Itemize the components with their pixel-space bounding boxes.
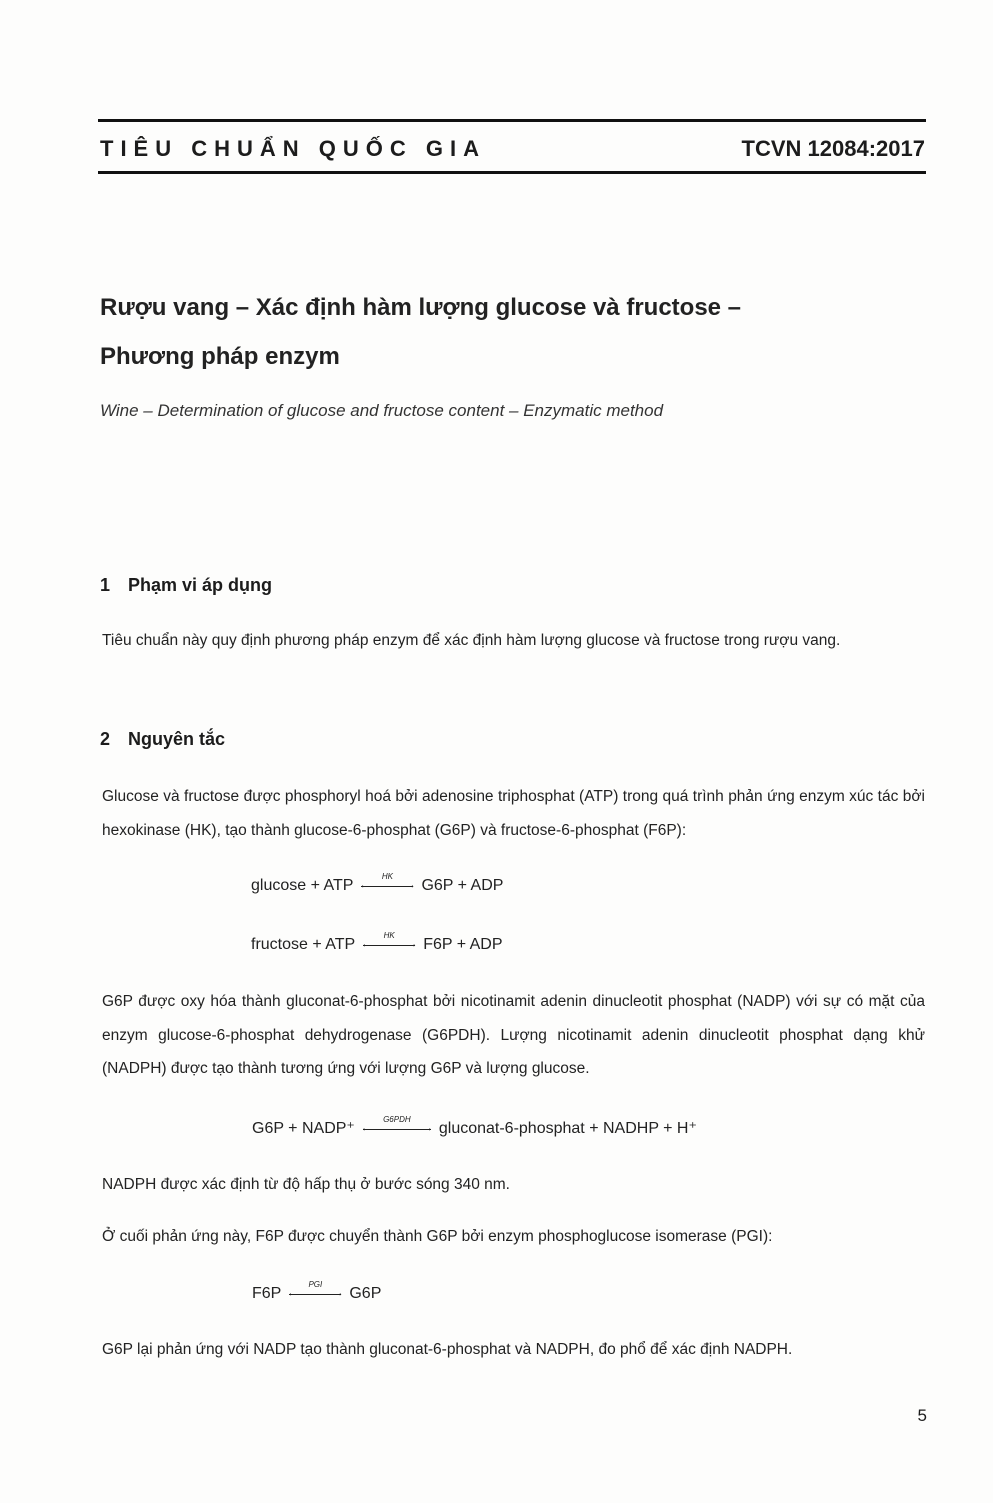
equation-g6pdh: [252, 1114, 697, 1138]
page-number: 5: [917, 1406, 927, 1425]
enzyme-label: HK: [383, 930, 395, 940]
document-title-line1: Rượu vang – Xác định hàm lượng glucose và fructose –: [100, 294, 742, 321]
equation-left: G6P + NADP⁺: [252, 1120, 355, 1137]
header-rule-bottom: [98, 171, 926, 174]
equation-glucose: [251, 871, 504, 895]
equation-right: G6P + ADP: [421, 877, 504, 894]
section-heading-principle: [100, 729, 225, 750]
enzyme-label: HK: [381, 871, 393, 881]
paragraph-principle-1: Glucose và fructose được phosphoryl hoá bởi adenosine triphosphat (ATP) trong quá trình phản ứng enzym xúc tác bởi hexokinase (HK), tạo thành glucose-6-phosphat (G6P) và fructose-6-phosphat (F6P):: [102, 788, 925, 839]
equation-fructose: [251, 930, 503, 954]
paragraph-principle-2: G6P được oxy hóa thành gluconat-6-phosphat bởi nicotinamit adenin dinucleotit phosphat (NADP) với sự có mặt của enzym glucose-6-phosphat dehydrogenase (G6PDH). Lượng nicotinamit adenin dinucleotit phosphat dạng khử (NADPH) được tạo thành tương ứng với lượng G6P và lượng glucose.: [102, 993, 925, 1077]
document-subtitle-english: Wine – Determination of glucose and fructose content – Enzymatic method: [100, 401, 664, 420]
enzyme-label: G6PDH: [383, 1114, 411, 1124]
section-title: Nguyên tắc: [128, 729, 226, 749]
reversible-arrow-icon: ← → HK: [361, 930, 418, 950]
reversible-arrow-icon: ← → HK: [359, 871, 416, 891]
section-title: Phạm vi áp dụng: [128, 575, 273, 595]
paragraph-scope: Tiêu chuẩn này quy định phương pháp enzym để xác định hàm lượng glucose và fructose trong rượu vang.: [102, 632, 841, 649]
section-number: 1: [100, 575, 111, 595]
equation-left: glucose + ATP: [251, 877, 354, 894]
reversible-arrow-icon: ← → G6PDH: [360, 1114, 433, 1134]
equation-left: fructose + ATP: [251, 936, 356, 953]
paragraph-principle-3: NADPH được xác định từ độ hấp thụ ở bước sóng 340 nm.: [102, 1176, 510, 1193]
equation-left: F6P: [252, 1285, 282, 1302]
paragraph-principle-5: G6P lại phản ứng với NADP tạo thành gluconat-6-phosphat và NADPH, đo phổ để xác định NADPH.: [102, 1341, 793, 1358]
paragraph-principle-4: Ở cuối phản ứng này, F6P được chuyển thành G6P bởi enzym phosphoglucose isomerase (PGI):: [102, 1228, 773, 1245]
enzyme-label: PGI: [308, 1279, 323, 1289]
equation-right: F6P + ADP: [423, 936, 503, 953]
reversible-arrow-icon: ← → PGI: [287, 1279, 344, 1299]
equation-right: gluconat-6-phosphat + NADHP + H⁺: [438, 1120, 697, 1137]
document-title-line2: Phương pháp enzym: [100, 343, 340, 370]
equation-right: G6P: [349, 1285, 382, 1302]
equation-pgi: [252, 1279, 382, 1303]
header-rule-top: [98, 119, 926, 122]
header-standard-code: TCVN 12084:2017: [741, 136, 925, 161]
section-number: 2: [100, 729, 111, 749]
section-heading-scope: [100, 575, 272, 596]
header-standard-label: TIÊU CHUẨN QUỐC GIA: [100, 136, 486, 161]
